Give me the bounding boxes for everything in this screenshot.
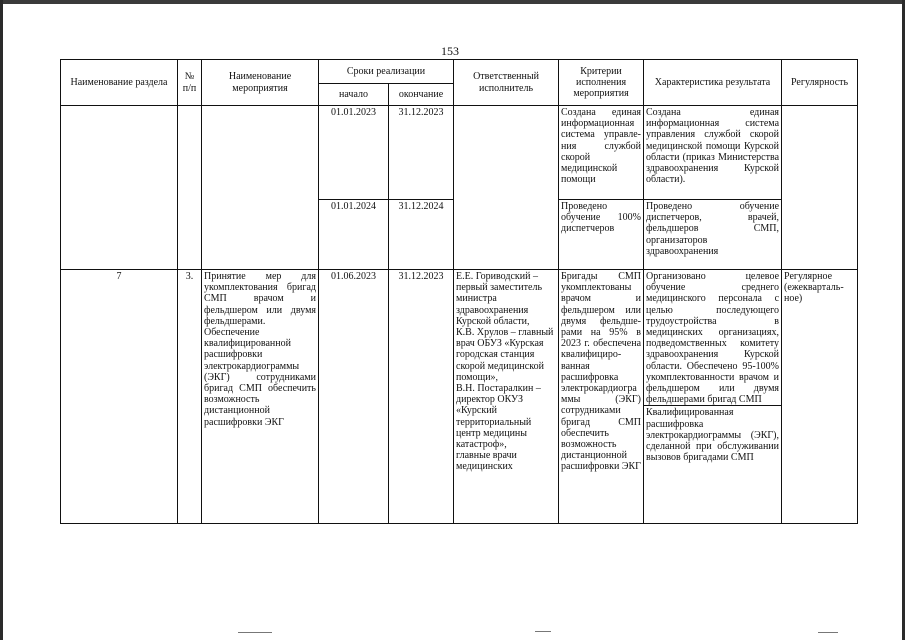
empty-cell xyxy=(178,106,202,270)
empty-cell xyxy=(202,106,319,270)
measure-text: Принятие мер для укомплектования бригад СМП врачом и фельдшером или двумя фельдшерами. Обеспечение квалифицированной расшифровки электрокардиограммы (ЭКГ) сотрудниками бригад СМП обеспечить возможность дистанционной расшифровки ЭКГ xyxy=(202,270,319,524)
header-num: № п/п xyxy=(178,60,202,106)
header-measure: Наименование мероприятия xyxy=(202,60,319,106)
criteria-text: Бригады СМП укомплектованы врачом и фельдшером или двумя фельдше-рами на 95% в 2023 г. обеспечена квалифициро-ванная расшифровка электрокардиограммы (ЭКГ) сотрудниками бригад СМП обеспечить возможность дистанционной расшифровки ЭКГ xyxy=(559,270,644,524)
header-row-1 xyxy=(61,60,858,84)
header-regularity: Регулярность xyxy=(782,60,858,106)
end-date: 31.12.2023 xyxy=(389,106,454,200)
table-row xyxy=(61,270,858,524)
start-date: 01.01.2024 xyxy=(319,200,389,270)
empty-cell xyxy=(61,106,178,270)
result-text-secondary: Квалифицированная расшифровка электрокардиограммы (ЭКГ), сделанной при обслуживании вызовов бригадами СМП xyxy=(646,407,780,464)
header-end: окончание xyxy=(389,84,454,106)
result-text: Организовано целевое обучение среднего медицинского персонала с целью последующего трудоустройства в медицинских организациях, подведомственных комитету здравоохранения Курской области. Обеспечено 95-100% укомплектованности врачом и фельдшером или двумя фельдшерами бригад СМП xyxy=(646,271,780,406)
responsible-text: Е.Е. Гориводский – первый заместитель министра здравоохранения Курской области, К.В. Хрулов – главный врач ОБУЗ «Курская городская станция скорой медицинской помощи», В.Н. Постаралкин – директор ОКУЗ «Курский территориальный центр медицины катастроф», главные врачи медицинских xyxy=(454,270,559,524)
section-number: 7 xyxy=(61,270,178,524)
plan-table xyxy=(60,59,858,524)
scan-border-top xyxy=(0,0,905,4)
header-result: Характеристика результата xyxy=(644,60,782,106)
start-date: 01.01.2023 xyxy=(319,106,389,200)
start-date: 01.06.2023 xyxy=(319,270,389,524)
criteria-text: Создана единая информационная система управле-ния службой скорой медицинской помощи xyxy=(559,106,644,200)
end-date: 31.12.2024 xyxy=(389,200,454,270)
header-section: Наименование раздела xyxy=(61,60,178,106)
empty-cell xyxy=(454,106,559,270)
header-terms: Сроки реализации xyxy=(319,60,454,84)
end-date: 31.12.2023 xyxy=(389,270,454,524)
header-criteria: Критерии исполнения мероприятия xyxy=(559,60,644,106)
scan-border-left xyxy=(0,0,3,640)
result-text: Проведено обучение диспетчеров, врачей, фельдшеров СМП, организаторов здравоохранения xyxy=(644,200,782,270)
header-responsible: Ответственный исполнитель xyxy=(454,60,559,106)
header-start: начало xyxy=(319,84,389,106)
result-text: Создана единая информационная система управления службой скорой медицинской помощи Курской области (приказ Министерства здравоохранения Курской области). xyxy=(644,106,782,200)
result-cell xyxy=(644,270,782,524)
page-number: 153 xyxy=(441,44,459,58)
empty-cell xyxy=(782,106,858,270)
regularity-text: Регулярное (ежекварталь-ное) xyxy=(782,270,858,524)
criteria-text: Проведено обучение 100% диспетчеров xyxy=(559,200,644,270)
item-number: 3. xyxy=(178,270,202,524)
table-row xyxy=(61,106,858,200)
